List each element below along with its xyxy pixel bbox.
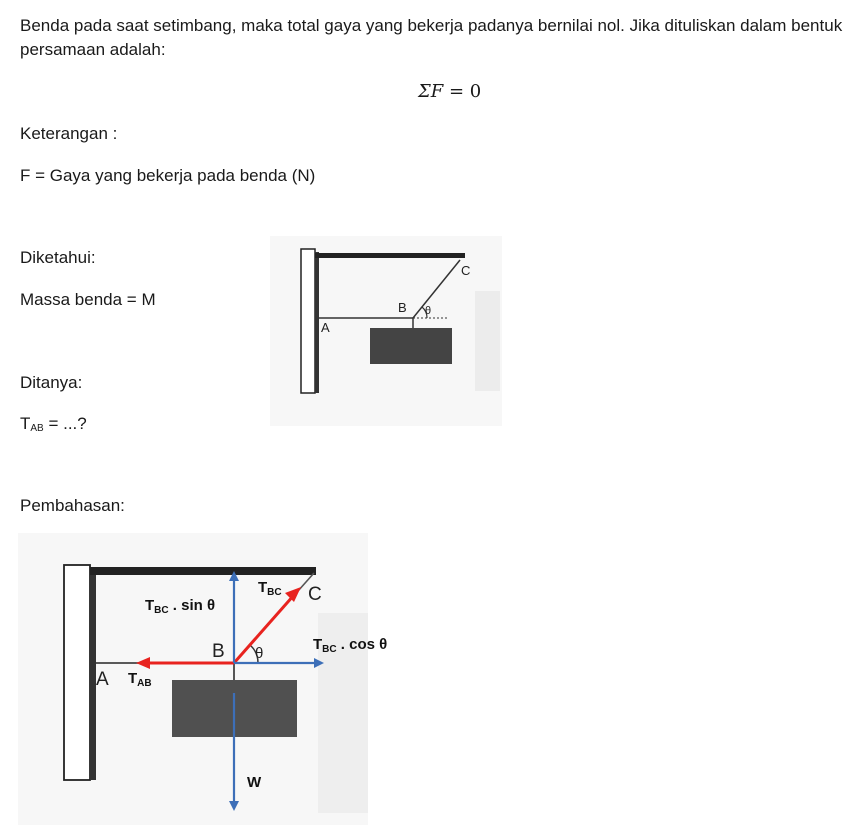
ditanya-heading: Ditanya:: [20, 373, 83, 392]
wall: [301, 249, 315, 393]
keterangan-heading: Keterangan :: [20, 124, 118, 143]
label-tbc-cos: $T_{BC}$ . cos θ: [313, 636, 388, 655]
beam: [315, 253, 465, 258]
label-tab: $T_{AB}$: [128, 670, 152, 689]
ditanya-rest: = ...?: [43, 414, 87, 433]
label-a: A: [321, 320, 330, 335]
label-c: C: [308, 584, 322, 605]
keterangan-item: F = Gaya yang bekerja pada benda (N): [20, 166, 316, 185]
label-tbc-sin: $T_{BC}$ . sin θ: [145, 597, 216, 616]
label-theta: θ: [425, 305, 432, 317]
wall: [64, 565, 90, 780]
label-theta: θ: [255, 645, 264, 662]
hanging-block: [370, 328, 452, 364]
diketahui-heading: Diketahui:: [20, 248, 96, 267]
ditanya-sub: AB: [30, 423, 44, 434]
pembahasan-heading: Pembahasan:: [20, 496, 125, 515]
label-a: A: [96, 669, 109, 690]
label-c: C: [461, 263, 471, 278]
label-tbc: $T_{BC}$: [258, 579, 282, 598]
equilibrium-equation: [418, 81, 481, 102]
equation-rhs: 0: [469, 81, 482, 102]
diagram-forces: [18, 533, 388, 825]
ditanya-item: [20, 412, 87, 440]
equation-lhs: ΣF: [418, 81, 444, 102]
label-b: B: [212, 641, 225, 662]
label-b: B: [398, 300, 407, 315]
label-w: W: [247, 774, 262, 791]
beam: [90, 567, 316, 575]
intro-paragraph: Benda pada saat setimbang, maka total gaya yang bekerja padanya bernilai nol. Jika dituliskan dalam bentuk persamaan adalah:: [20, 16, 843, 59]
diagram-initial: [270, 236, 502, 426]
equation-equals: =: [448, 81, 465, 102]
diketahui-item: Massa benda = M: [20, 290, 156, 309]
ditanya-t: T: [20, 414, 31, 433]
